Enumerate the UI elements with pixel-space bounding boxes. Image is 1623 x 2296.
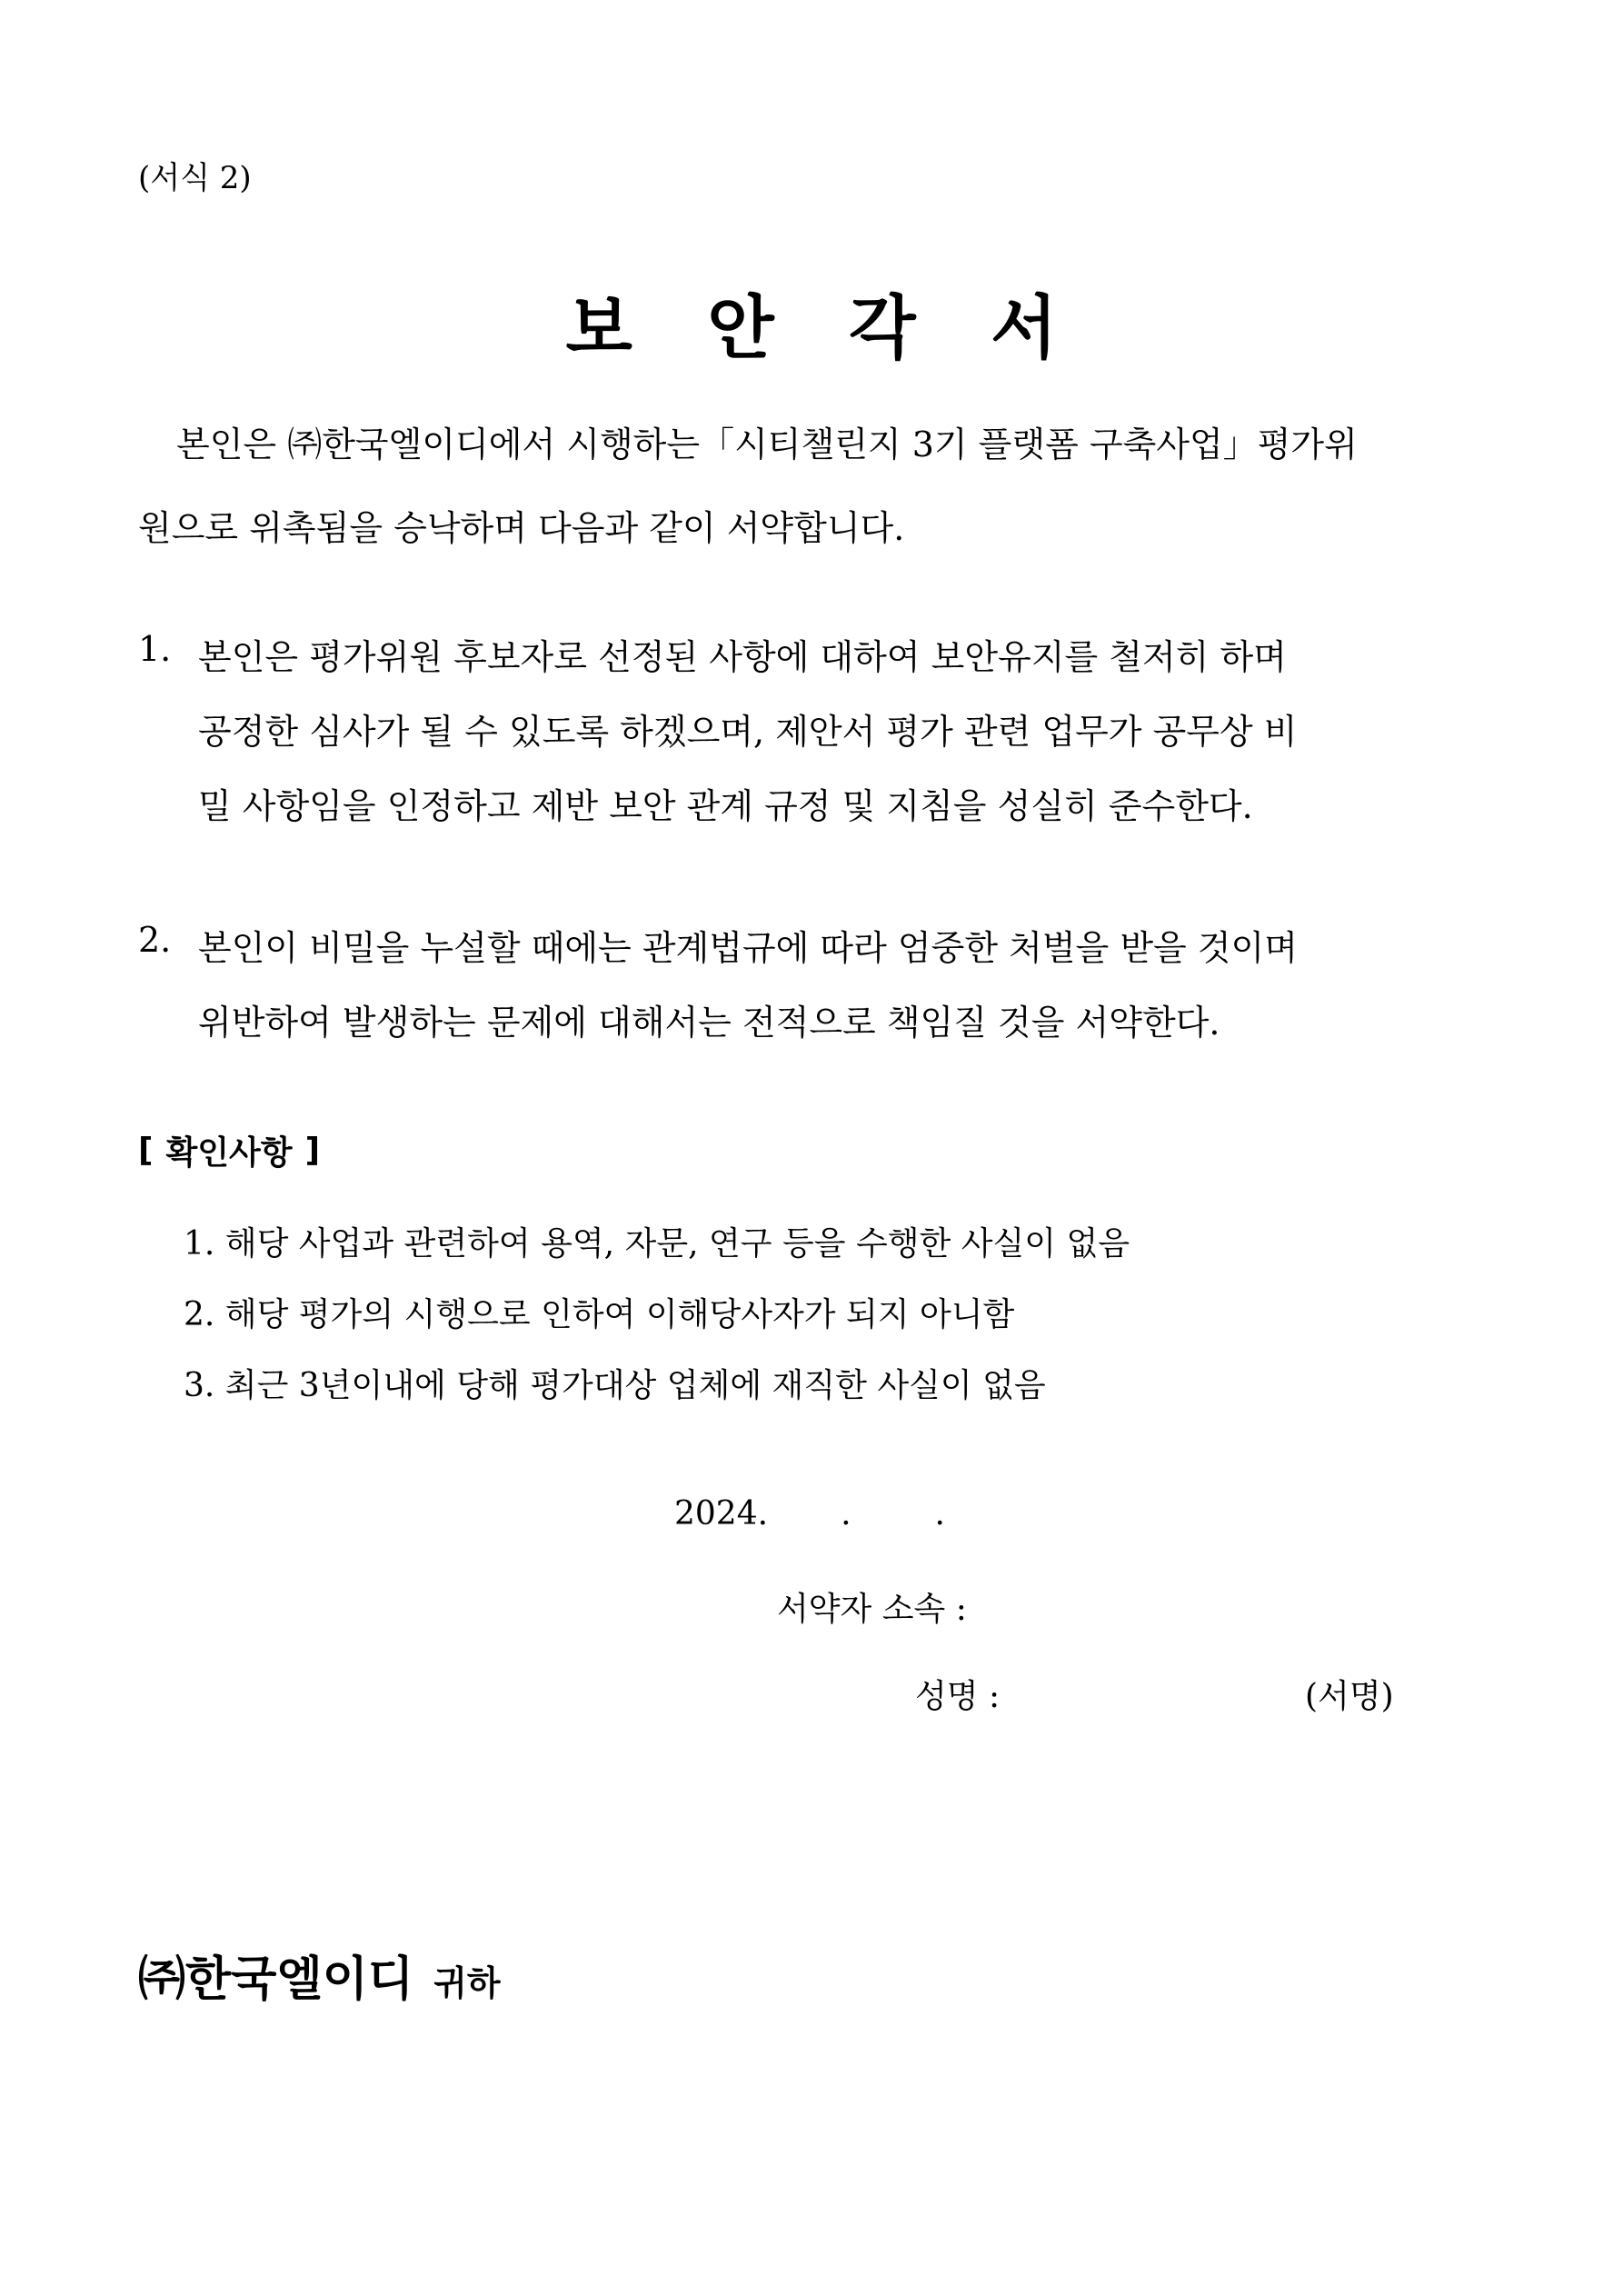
form-number: (서식 2) xyxy=(138,160,252,196)
pledge-2-line-2: 위반하여 발생하는 문제에 대해서는 전적으로 책임질 것을 서약한다. xyxy=(198,1003,1220,1043)
bracket-close: ] xyxy=(304,1132,321,1169)
pledge-1-line-2: 공정한 심사가 될 수 있도록 하겠으며, 제안서 평가 관련 업무가 공무상 비 xyxy=(198,712,1298,752)
document-title: 보 안 각 서 xyxy=(565,287,1083,368)
pledge-2-number: 2. xyxy=(138,920,172,960)
signature-mark: (서명) xyxy=(1305,1678,1394,1715)
pledge-1-line-3: 밀 사항임을 인정하고 제반 보안 관계 규정 및 지침을 성실히 준수한다. xyxy=(198,786,1253,826)
confirmation-item-1: 1. 해당 사업과 관련하여 용역, 자문, 연구 등을 수행한 사실이 없음 xyxy=(184,1225,1130,1263)
recipient-name: ㈜한국엘이디 xyxy=(138,1952,414,2007)
confirmation-heading-text: 확인사항 xyxy=(165,1134,293,1172)
intro-line-2: 원으로 위촉됨을 승낙하며 다음과 같이 서약합니다. xyxy=(138,508,905,548)
bracket-open: [ xyxy=(138,1132,154,1169)
confirmation-heading xyxy=(138,1127,320,1173)
pledge-1-number: 1. xyxy=(138,629,172,669)
date-month-dot: . xyxy=(841,1495,851,1532)
confirmation-item-3: 3. 최근 3년이내에 당해 평가대상 업체에 재직한 사실이 없음 xyxy=(184,1367,1046,1404)
signing-date xyxy=(674,1495,945,1532)
intro-line-1: 본인은 ㈜한국엘이디에서 시행하는「시티챌린지 3기 플랫폼 구축사업」평가위 xyxy=(176,424,1358,464)
recipient xyxy=(138,1941,501,2009)
date-year: 2024. xyxy=(674,1495,769,1532)
recipient-suffix: 귀하 xyxy=(433,1963,501,2003)
signer-name-label: 성명 : xyxy=(915,1678,1001,1715)
confirmation-item-2: 2. 해당 평가의 시행으로 인하여 이해당사자가 되지 아니함 xyxy=(184,1296,1015,1333)
pledge-2-line-1: 본인이 비밀을 누설할 때에는 관계법규에 따라 엄중한 처벌을 받을 것이며 xyxy=(198,928,1298,968)
date-day-dot: . xyxy=(934,1495,945,1532)
pledge-1-line-1: 본인은 평가위원 후보자로 선정된 사항에 대하여 보안유지를 철저히 하며 xyxy=(198,637,1287,677)
signer-affiliation-label: 서약자 소속 : xyxy=(777,1591,967,1628)
